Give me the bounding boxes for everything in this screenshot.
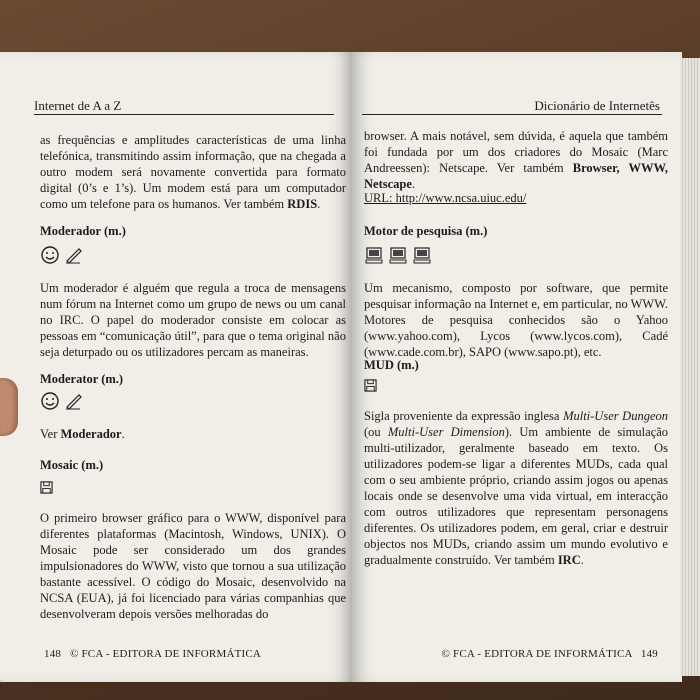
continued-text: as frequências e amplitudes características de uma linha telefónica, transmitindo assim informação, que na chegada a outro modem será novamente convertida para formato digital (0’s e 1’s). Um modem está para um computador como um telefone para os humanos. Ver também [40, 133, 346, 211]
right-page [352, 52, 682, 682]
computer-icon [412, 245, 432, 265]
mud-body-mid: (ou [364, 425, 381, 439]
entry-icons-moderador [40, 244, 84, 266]
left-page [0, 52, 352, 682]
smiley-icon [40, 391, 60, 411]
continued-ref: RDIS [287, 197, 318, 211]
publisher-credit: © FCA - EDITORA DE INFORMÁTICA [69, 648, 262, 660]
entry-title-moderador: Moderador (m.) [40, 224, 126, 238]
mud-term-2: Multi-User Dimension [387, 425, 505, 439]
mud-body-start: Sigla proveniente da expressão inglesa [364, 409, 560, 423]
left-footer [44, 648, 261, 660]
entry-title-motor-de-pesquisa: Motor de pesquisa (m.) [364, 224, 488, 238]
entry-icons-moderator [40, 390, 84, 412]
pen-icon [64, 391, 84, 411]
pen-icon [64, 245, 84, 265]
left-header-rule [34, 114, 334, 115]
mud-ref: IRC [557, 553, 581, 567]
entry-icons-motor-de-pesquisa [364, 244, 432, 266]
page-number: 148 [44, 648, 62, 660]
page-number: 149 [640, 648, 658, 660]
mud-body-rest: ). Um ambiente de simulação multi-utilizador, geralmente baseado em texto. Os utilizadores podem-se ligar a diferentes MUDs, cada qual com o seu ambiente próprio, criando assim jogos ou apenas locais onde se desenvolve uma vida virtual, em interacção com outros utilizadores que representam personagens diferentes. Os utilizadores podem, em geral, criar e destruir objectos nos MUDs, criando assim um mundo evolutivo e gradualmente construído. Ver também [364, 425, 669, 567]
entry-icons-mud [364, 374, 377, 396]
entry-title-moderator: Moderator (m.) [40, 372, 124, 386]
continued-refs: Browser, WWW, Netscape [364, 161, 668, 191]
ref-target: Moderador [60, 427, 122, 441]
computer-icon [364, 245, 384, 265]
entry-title-mud: MUD (m.) [364, 358, 419, 372]
thumb [0, 378, 18, 436]
entry-icons-mosaic [40, 476, 53, 498]
url-line: URL: http://www.ncsa.uiuc.edu/ [364, 191, 527, 205]
right-running-head: Dicionário de Internetês [534, 98, 660, 113]
right-header-rule [362, 114, 662, 115]
floppy-disk-icon [364, 379, 377, 392]
entry-title-mosaic: Mosaic (m.) [40, 458, 104, 472]
entry-body-mud: Sigla proveniente da expressão inglesa Multi-User Dungeon (ou Multi-User Dimension). Um ambiente de simulação multi-utilizador, geralmente baseado em texto. Os utilizadores podem-se ligar a diferentes MUDs, cada qual com o seu ambiente próprio, criando assim jogos ou apenas locais onde se desenvolve uma vida virtual, em interacção com outros utilizadores que representam personagens diferentes. Os utilizadores podem, em geral, criar e destruir objectos nos MUDs, criando assim um mundo evolutivo e gradualmente construído. Ver também IRC. [364, 409, 669, 567]
right-footer [442, 648, 658, 660]
left-running-head: Internet de A a Z [34, 98, 122, 113]
entry-body-moderador: Um moderador é alguém que regula a troca de mensagens num fórum na Internet como um grupo de news ou um canal no IRC. O papel do moderador consiste em colocar as pessoas em “comunicação útil”, para que o tema original não seja deturpado ou os utilizadores percam as maneiras. [40, 281, 346, 359]
continued-text: browser. A mais notável, sem dúvida, é aquela que também foi fundada por um dos criadores do Mosaic (Marc Andreessen): Netscape. Ver também [364, 129, 668, 175]
publisher-credit: © FCA - EDITORA DE INFORMÁTICA [441, 648, 633, 660]
floppy-disk-icon [40, 481, 53, 494]
smiley-icon [40, 245, 60, 265]
open-book [0, 52, 700, 692]
right-continued-paragraph: browser. A mais notável, sem dúvida, é aquela que também foi fundada por um dos criadores do Mosaic (Marc Andreessen): Netscape. Ver também Browser, WWW, Netscape. [364, 129, 668, 191]
right-page-edges [680, 58, 700, 676]
ref-prefix: Ver [40, 427, 58, 441]
entry-body-motor-de-pesquisa: Um mecanismo, composto por software, que permite pesquisar informação na Internet e, em particular, no WWW. Motores de pesquisa conhecidos são o Yahoo (www.yahoo.com), Lycos (www.lycos.com), Cadé (www.cade.com.br), SAPO (www.sapo.pt), etc. [364, 281, 668, 359]
left-continued-paragraph: as frequências e amplitudes características de uma linha telefónica, transmitindo assim informação, que na chegada a outro modem será novamente convertida para formato digital (0’s e 1’s). Um modem está para um computador como um telefone para os humanos. Ver também RDIS. [40, 133, 346, 211]
computer-icon [388, 245, 408, 265]
mud-term-1: Multi-User Dungeon [563, 409, 669, 423]
entry-body-mosaic: O primeiro browser gráfico para o WWW, disponível para diferentes plataformas (Macintosh, Windows, UNIX). O Mosaic pode ser considerado um dos grandes impulsionadores do WWW, visto que tornou a sua utilização bastante acessível. O código do Mosaic, desenvolvido na NCSA (EUA), já foi licenciado para várias companhias que desenvolveram depois versões melhoradas do [40, 511, 346, 621]
entry-ref-moderator: Ver Moderador. [40, 427, 125, 441]
